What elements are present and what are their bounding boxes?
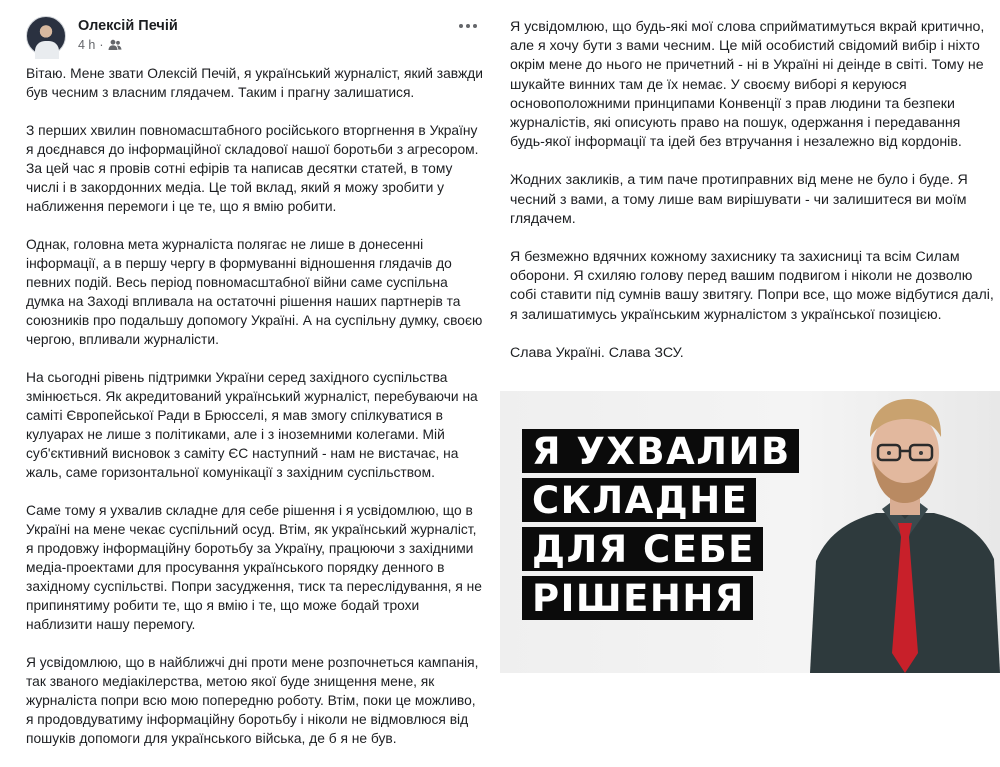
headline-line: ДЛЯ СЕБЕ: [522, 527, 763, 571]
post-paragraph: З перших хвилин повномасштабного російського вторгнення в Україну я доєднався до інформаційної складової нашої боротьби з агресором. За цей час я провів сотні ефірів та написав десятки статей, в тому числі і в закордонних медіа. Це той вклад, який я можу зробити у наближення перемоги і це те, що я вмію робити.: [26, 123, 479, 214]
post-text: [26, 64, 484, 767]
person-photo: [810, 391, 1000, 673]
post-paragraph: Однак, головна мета журналіста полягає не лише в донесенні інформації, а в першу чергу в формуванні відношення глядачів до певних подій. Весь період повномасштабної війни саме суспільна думка на Заході впливала на остаточні рішення наших партнерів та союзників про подальшу допомогу Україні. А на суспільну думку, своєю чергою, впливали журналісти.: [26, 237, 483, 347]
promo-image[interactable]: [500, 391, 1000, 673]
friends-audience-icon[interactable]: [108, 39, 122, 51]
post-paragraph: Я усвідомлюю, що в найближчі дні проти мене розпочнеться кампанія, так званого медіакілерства, метою якої буде знищення мене, як журналіста попри всю мою попередню роботу. Втім, поки це можливо, я продовдуватиму інформаційну боротьбу і ніколи не відмовлюся від пошуків допомоги для українського війська, де б я не був.: [26, 655, 479, 746]
headline-line: СКЛАДНЕ: [522, 478, 756, 522]
post-paragraph: Вітаю. Мене звати Олексій Печій, я український журналіст, який завжди був чесним з власним глядачем. Таким і прагну залишатися.: [26, 66, 483, 100]
post-paragraph: Я безмежно вдячних кожному захиснику та захисниці та всім Силам оборони. Я схиляю голову перед вашим подвигом і ніколи не дозволю собі ставити під сумнів вашу звитягу. Попри все, що може відбутися далі, я залишатимусь українським журналістом з української позицією.: [510, 249, 994, 323]
avatar[interactable]: [26, 16, 66, 56]
post-header: [26, 12, 486, 60]
continuation-text: [510, 18, 994, 382]
post-paragraph: Я усвідомлюю, що будь-які мої слова сприйматимуться вкрай критично, але я хочу бути з вами чесним. Це мій особистий свідомий вибір і ніхто окрім мене до нього не причетний - ні в Україні ні деінде в світі. Тому не шукайте винних там де їх немає. У своєму виборі я керуюся основоположними принципами Конвенції з прав людини та безпеки журналістів, які описують право на пошук, одержання і передавання будь-якої інформації та ідей без втручання і незалежно від кордонів.: [510, 19, 985, 151]
post-paragraph: Жодних закликів, а тим паче протиправних від мене не було і буде. Я чесний з вами, а тому лише вам вирішувати - чи залишитеся ви моїм глядачем.: [510, 172, 968, 227]
post-paragraph: Саме тому я ухвалив складне для себе рішення і я усвідомлюю, що в Україні на мене чекає суспільний осуд. Втім, як український журналіст, я продовжу інформаційну боротьбу за Україну, працюючи з західними медіа-проектами для просування українського порядку денного в західному суспільстві. Попри засудження, тиск та переслідування, я не припинятиму робити те, що я вмію і те, що може бодай трохи наблизити нашу перемогу.: [26, 503, 482, 632]
post-paragraph: Слава Україні. Слава ЗСУ.: [510, 344, 684, 361]
headline-banner: [522, 429, 799, 625]
headline-line: Я УХВАЛИВ: [522, 429, 799, 473]
meta-separator: ·: [99, 38, 104, 52]
headline-line: РІШЕННЯ: [522, 576, 753, 620]
post-meta: [78, 38, 122, 52]
post-time[interactable]: 4 h: [78, 38, 96, 52]
post-paragraph: На сьогодні рівень підтримки України серед західного суспільства змінюється. Як акредитований український журналіст, перебуваючи на саміті Європейської Ради в Брюсселі, я мав змогу спілкуватися в кулуарах не лише з політиками, але і з іноземними колегами. Мій суб'єктивний висновок з саміту ЄС наступний - нам не вистачає, на жаль, саме горизонтальної комунікації з західним суспільством.: [26, 370, 478, 480]
more-options-icon[interactable]: [456, 18, 480, 34]
author-name[interactable]: Олексій Печій: [78, 18, 178, 34]
post-continuation: [500, 0, 1000, 731]
facebook-post: [8, 6, 490, 746]
